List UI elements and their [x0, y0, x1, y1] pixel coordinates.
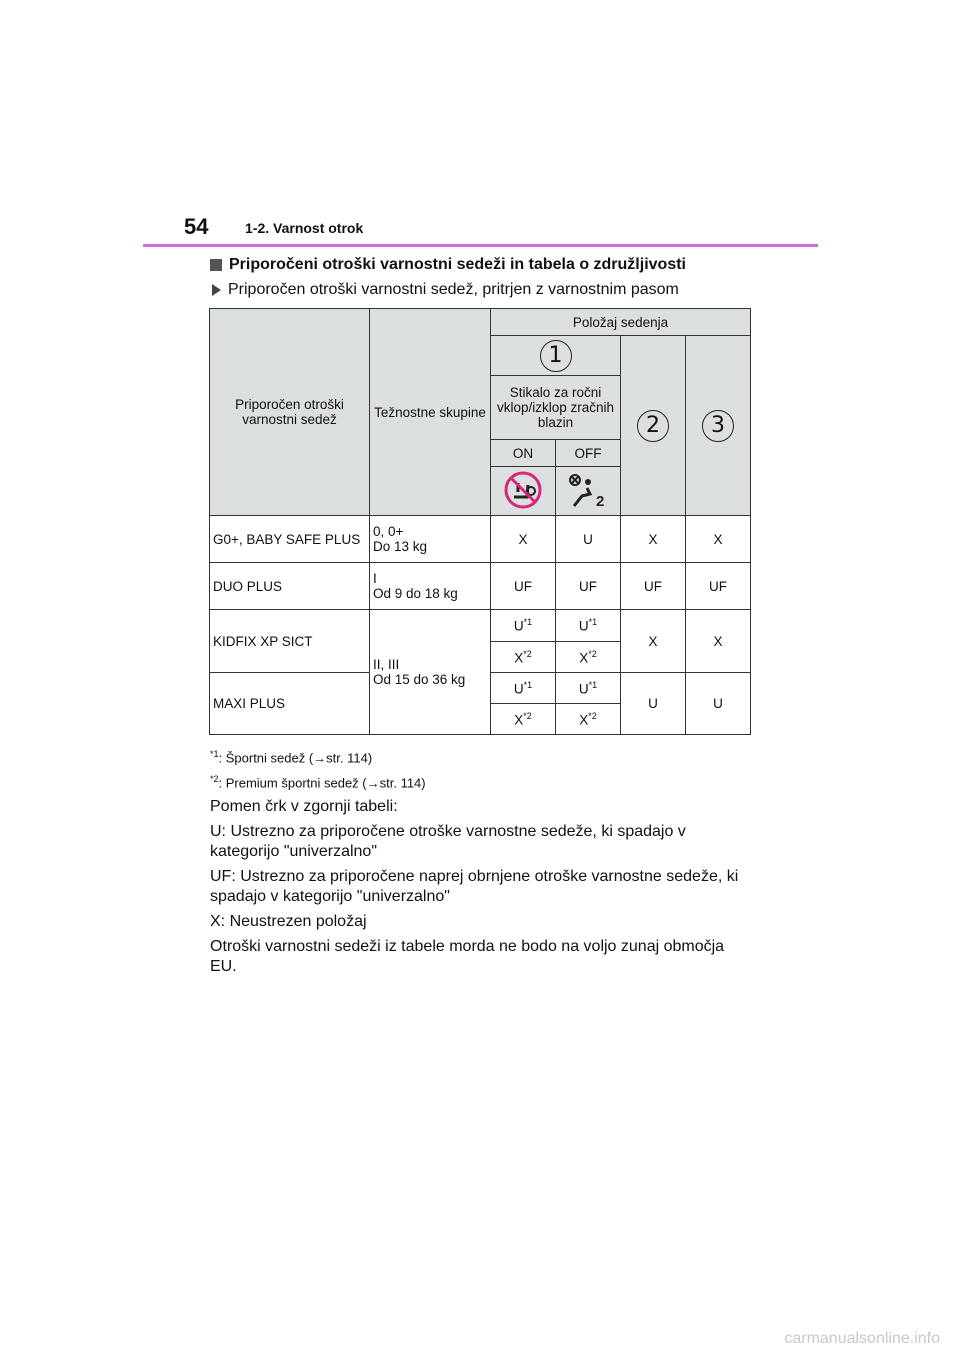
seat-name: G0+, BABY SAFE PLUS — [210, 516, 370, 563]
table-row — [210, 516, 751, 563]
page-number: 54 — [184, 214, 209, 239]
paragraph: X: Neustrezen položaj — [210, 913, 367, 930]
header-seat: Priporočen otroški varnostni sedež — [210, 309, 370, 516]
value-letter: U — [578, 618, 589, 634]
footnote-mark: *2 — [210, 774, 219, 784]
position-2-cell — [621, 336, 686, 516]
position-1-cell — [491, 336, 621, 376]
value-letter: U — [513, 618, 524, 634]
footnote-ref: *1 — [588, 617, 598, 628]
table-row — [210, 610, 751, 642]
airbag-off-icon — [566, 470, 610, 510]
watermark: carmanualsonline.info — [784, 1330, 940, 1347]
value-on: UF — [491, 563, 556, 610]
legend-text — [210, 797, 750, 982]
seat-name: MAXI PLUS — [210, 673, 370, 735]
header-position: Položaj sedenja — [491, 309, 751, 336]
value-off — [556, 704, 621, 735]
position-3-marker: 3 — [702, 410, 734, 442]
position-3-cell — [686, 336, 751, 516]
paragraph: Pomen črk v zgornji tabeli: — [210, 798, 398, 815]
value-pos2: X — [621, 516, 686, 563]
footnote-1 — [210, 749, 372, 765]
sub-heading-text: Priporočen otroški varnostni sedež, pritrjen z varnostnim pasom — [228, 281, 679, 298]
value-pos2: X — [621, 610, 686, 673]
footnote-ref: *1 — [523, 679, 533, 690]
sub-heading — [212, 281, 679, 299]
footnote-ref: *1 — [523, 617, 533, 628]
value-pos3: UF — [686, 563, 751, 610]
value-on: X — [491, 516, 556, 563]
value-letter: U — [513, 681, 524, 697]
square-bullet-icon — [210, 259, 222, 271]
footnote-ref: *2 — [588, 710, 597, 721]
value-off: U — [556, 516, 621, 563]
value-pos3: X — [686, 516, 751, 563]
weight-group — [370, 516, 491, 563]
value-pos2: UF — [621, 563, 686, 610]
value-letter: X — [579, 712, 589, 728]
main-heading — [210, 256, 686, 274]
main-heading-text: Priporočeni otroški varnostni sedeži in tabela o združljivosti — [229, 256, 686, 273]
value-letter: X — [514, 650, 524, 666]
header-off: OFF — [556, 440, 621, 467]
value-off — [556, 642, 621, 673]
paragraph: U: Ustrezno za priporočene otroške varnostne sedeže, ki spadajo v kategorijo "univerzalno" — [210, 823, 686, 860]
group-class: II, III — [373, 657, 400, 672]
seat-name: DUO PLUS — [210, 563, 370, 610]
value-letter: U — [578, 681, 589, 697]
airbag-off-cell — [556, 467, 621, 516]
airbag-on-icon — [503, 470, 543, 510]
value-on — [491, 642, 556, 673]
header-rule — [143, 244, 818, 247]
paragraph: Otroški varnostni sedeži iz tabele morda ne bodo na voljo zunaj območja EU. — [210, 938, 725, 975]
value-off — [556, 673, 621, 704]
header-on: ON — [491, 440, 556, 467]
value-pos3: X — [686, 610, 751, 673]
footnote-text: : Premium športni sedež (→str. 114) — [218, 775, 426, 791]
seat-name: KIDFIX XP SICT — [210, 610, 370, 673]
section-title: 1-2. Varnost otrok — [245, 220, 364, 236]
airbag-switch-label: Stikalo za ročni vklop/izklop zračnih blazin — [491, 376, 621, 440]
footnote-text: : Športni sedež (→str. 114) — [218, 750, 373, 766]
weight-group — [370, 610, 491, 735]
footnote-ref: *2 — [588, 648, 597, 659]
value-pos2: U — [621, 673, 686, 735]
value-letter: X — [514, 712, 524, 728]
position-2-marker: 2 — [637, 410, 669, 442]
footnote-ref: *2 — [523, 648, 532, 659]
value-off: UF — [556, 563, 621, 610]
group-class: 0, 0+ — [373, 524, 404, 539]
header-groups: Težnostne skupine — [370, 309, 491, 516]
triangle-bullet-icon — [212, 284, 221, 296]
value-off — [556, 610, 621, 642]
value-on — [491, 610, 556, 642]
svg-text:2: 2 — [596, 492, 605, 510]
table-row — [210, 563, 751, 610]
group-weight: Od 15 do 36 kg — [373, 672, 466, 687]
value-on — [491, 704, 556, 735]
group-weight: Do 13 kg — [373, 539, 428, 554]
footnote-ref: *1 — [588, 679, 598, 690]
airbag-on-cell — [491, 467, 556, 516]
footnote-ref: *2 — [523, 710, 532, 721]
value-pos3: U — [686, 673, 751, 735]
weight-group — [370, 563, 491, 610]
paragraph: UF: Ustrezno za priporočene naprej obrnjene otroške varnostne sedeže, ki spadajo v kategorijo "univerzalno" — [210, 868, 739, 905]
value-on — [491, 673, 556, 704]
compatibility-table — [209, 308, 751, 735]
footnote-2 — [210, 774, 426, 790]
group-weight: Od 9 do 18 kg — [373, 586, 458, 601]
value-letter: X — [579, 650, 589, 666]
footnote-mark: *1 — [210, 749, 219, 759]
position-1-marker: 1 — [540, 340, 572, 372]
group-class: I — [373, 571, 377, 586]
